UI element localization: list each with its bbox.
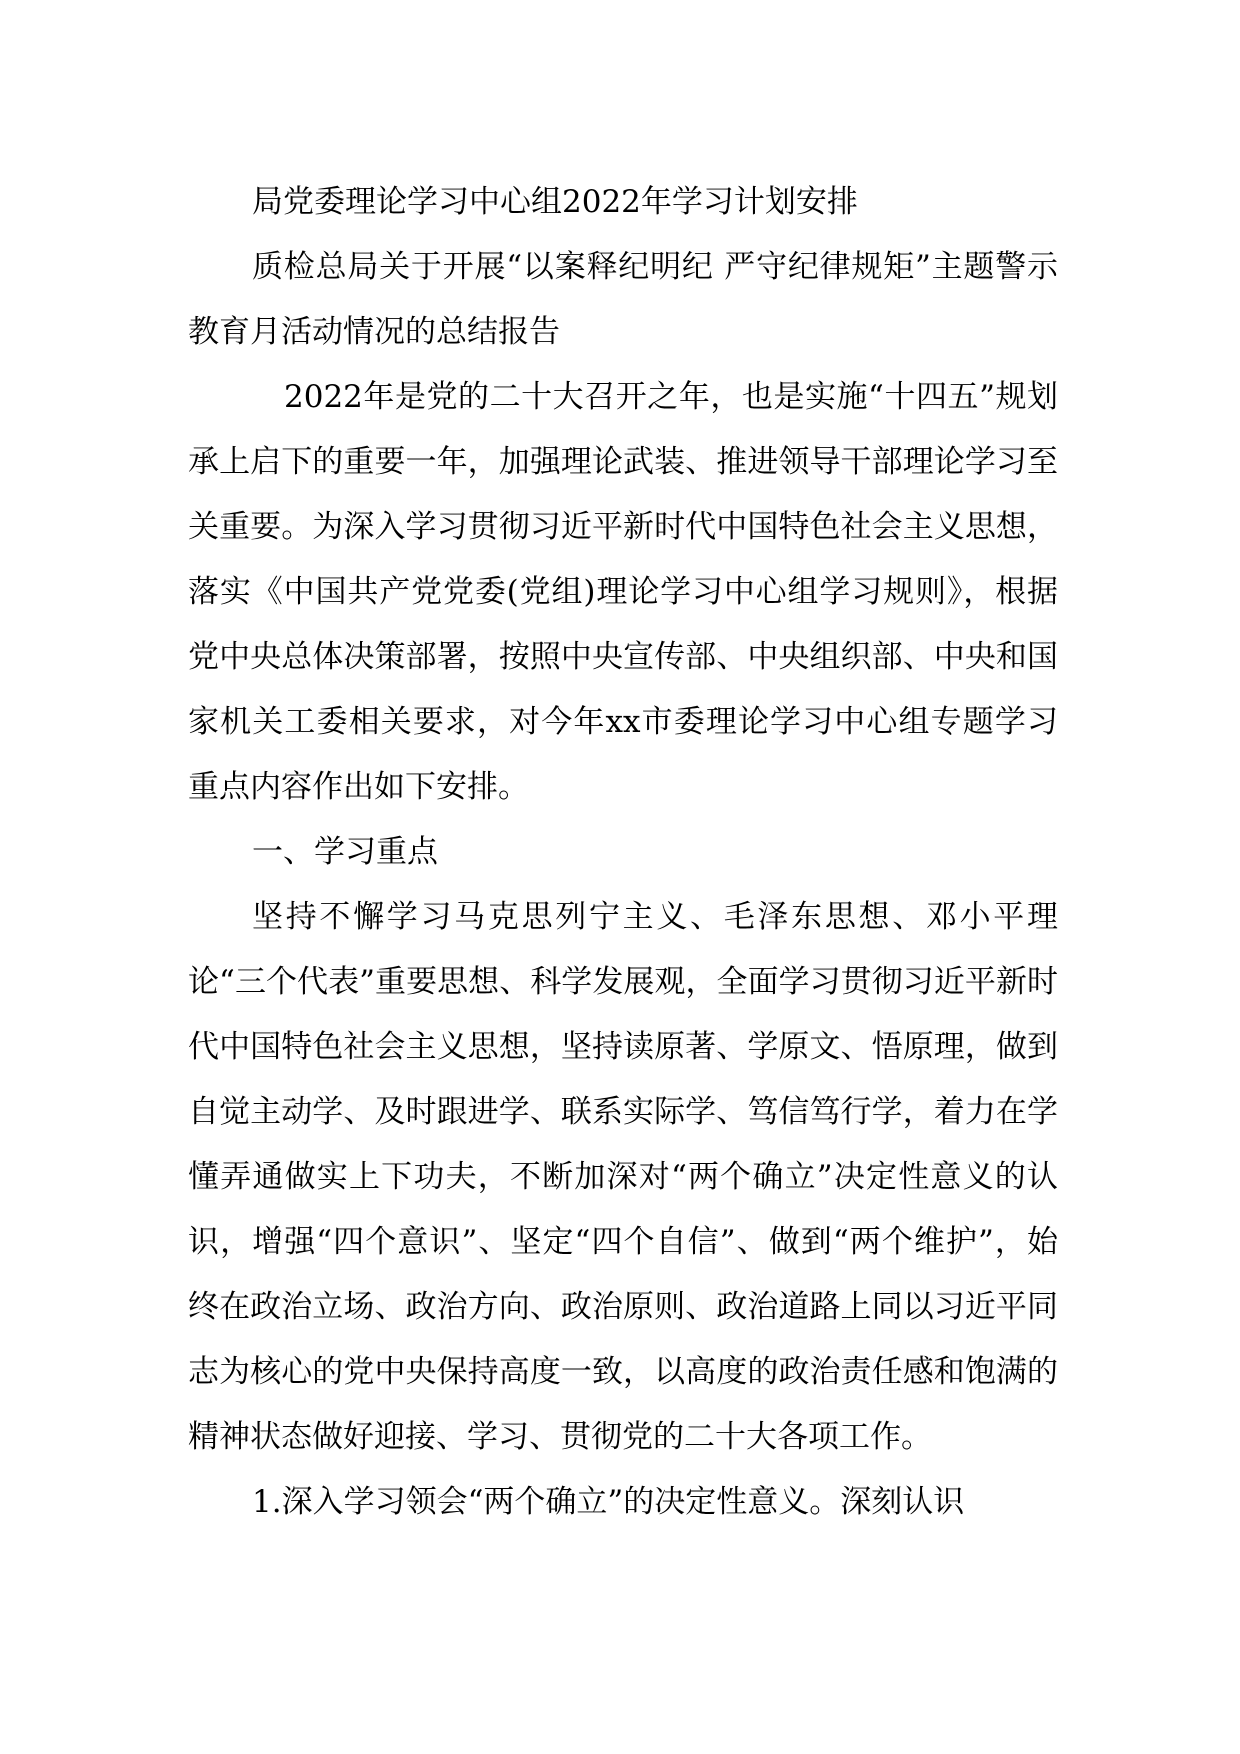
section-heading: 一、学习重点 — [252, 834, 438, 870]
document-body — [188, 170, 1058, 1535]
paragraph-intro: 2022年是党的二十大召开之年，也是实施“十四五”规划承上启下的重要一年，加强理论武装、推进领导干部理论学习至关重要。为深入学习贯彻习近平新时代中国特色社会主义思想， 落实《中国共产党党委(党组)理论学习中心组学习规则》，根据党中央总体决策部署，按照中央宣传部、中央组织部、中央和国家机关工委相关要求，对今年xx市委理论学习中心组专题学习重点内容作出如下安排。 — [188, 379, 1058, 805]
document-subtitle: 质检总局关于开展“以案释纪明纪 严守纪律规矩”主题警示教育月活动情况的总结报告 — [188, 249, 1058, 350]
document-title: 局党委理论学习中心组2022年学习计划安排 — [252, 184, 858, 220]
paragraph-study-focus: 坚持不懈学习马克思列宁主义、毛泽东思想、邓小平理论“三个代表”重要思想、科学发展观，全面学习贯彻习近平新时代中国特色社会主义思想，坚持读原著、学原文、悟原理，做到自觉主动学、及时跟进学、联系实际学、笃信笃行学，着力在学懂弄通做实上下功夫，不断加深对“两个确立”决定性意义的认识，增强“四个意识”、坚定“四个自信”、做到“两个维护”，始终在政治立场、政治方向、政治原则、政治道路上同以习近平同志为核心的党中央保持高度一致，以高度的政治责任感和饱满的精神状态做好迎接、学习、贯彻党的二十大各项工作。 — [188, 899, 1058, 1455]
paragraph-item-1: 1.深入学习领会“两个确立”的决定性意义。深刻认识 — [252, 1484, 965, 1520]
